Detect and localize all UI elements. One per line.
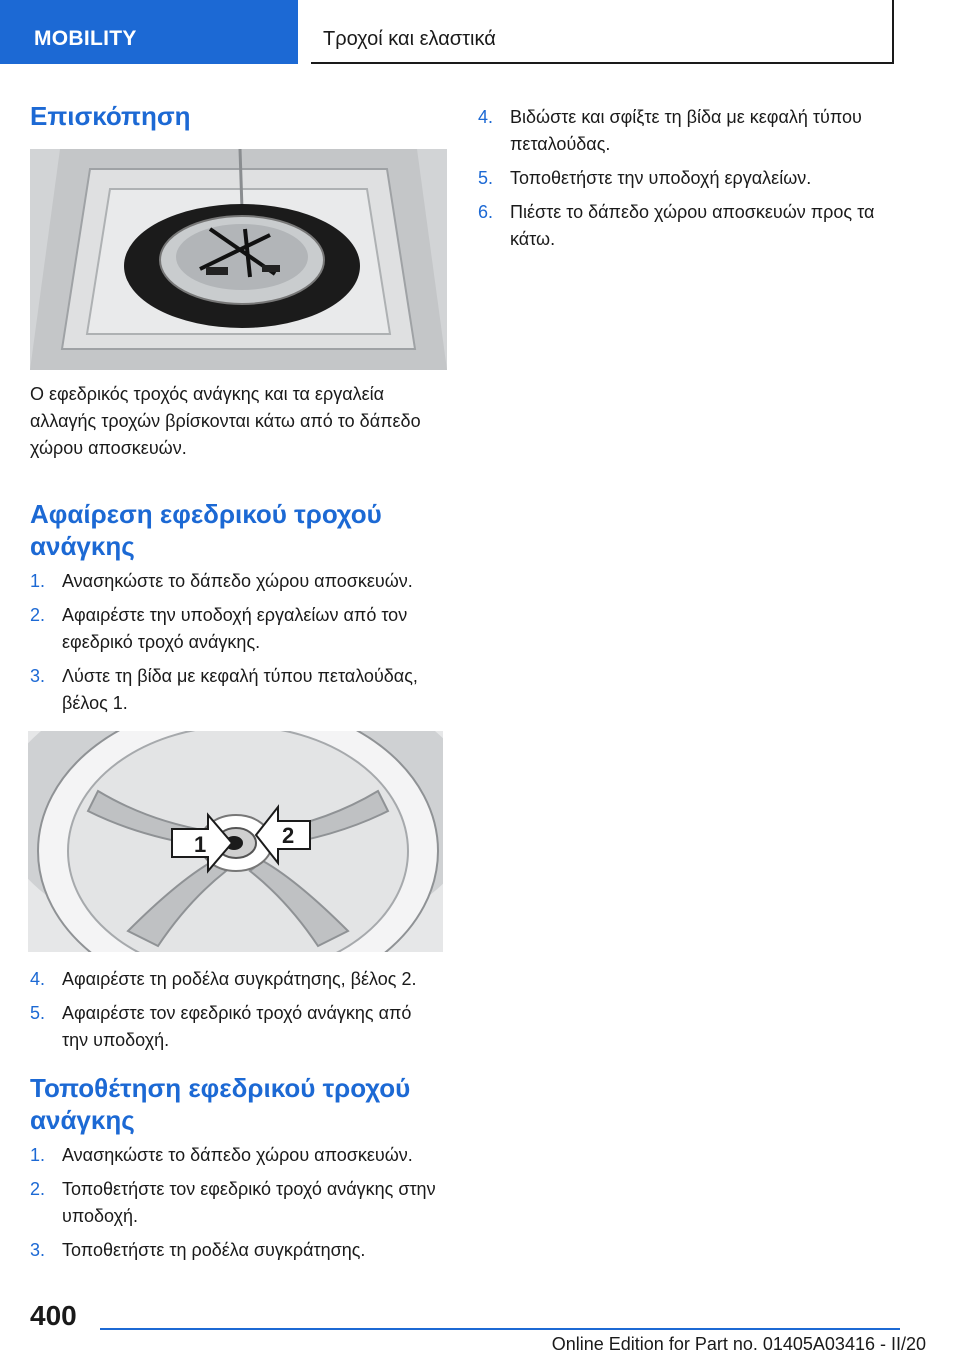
- install-heading: Τοποθέτηση εφεδρικού τροχού ανάγκης: [30, 1073, 411, 1135]
- section-label: MOBILITY: [34, 27, 137, 50]
- overview-heading: Επισκόπηση: [30, 101, 191, 131]
- list-item: 5. Αφαιρέστε τον εφεδρικό τροχό ανάγκης από την υποδοχή.: [30, 1003, 412, 1050]
- edition-note: Online Edition for Part no. 01405A03416 - II/20: [551, 1334, 926, 1354]
- install-steps-list-continued: [478, 104, 898, 253]
- trunk-spare-wheel-figure: [30, 149, 447, 370]
- overview-caption: Ο εφεδρικός τροχός ανάγκης και τα εργαλεία αλλαγής τροχών βρίσκονται κάτω από το δάπεδο χώρου αποσκευών.: [30, 384, 421, 458]
- wheel-illustration: [28, 731, 443, 952]
- list-item: 3. Τοποθετήστε τη ροδέλα συγκράτησης.: [30, 1240, 366, 1260]
- right-column: [478, 104, 898, 260]
- list-item: 1. Ανασηκώστε το δάπεδο χώρου αποσκευών.: [30, 1145, 413, 1165]
- list-item: 2. Αφαιρέστε την υποδοχή εργαλείων από τον εφεδρικό τροχό ανάγκης.: [30, 605, 408, 652]
- arrow-label-2: 2: [282, 823, 295, 848]
- wheel-bolt-figure: [28, 731, 443, 952]
- page-number: 400: [30, 1300, 77, 1331]
- left-column: [30, 100, 442, 1271]
- removal-heading: Αφαίρεση εφεδρικού τροχού ανάγκης: [30, 499, 382, 561]
- list-item: 3. Λύστε τη βίδα με κεφαλή τύπου πεταλούδας, βέλος 1.: [30, 666, 418, 713]
- chapter-title: Τροχοί και ελαστικά: [323, 28, 496, 50]
- chapter-header: [311, 0, 894, 64]
- list-item: 1. Ανασηκώστε το δάπεδο χώρου αποσκευών.: [30, 571, 413, 591]
- section-tab: [0, 0, 298, 64]
- list-item: 4. Αφαιρέστε τη ροδέλα συγκράτησης, βέλος 2.: [30, 969, 417, 989]
- trunk-illustration: [30, 149, 447, 370]
- install-steps-list: [30, 1142, 442, 1264]
- arrow-label-1: 1: [194, 832, 207, 857]
- list-item: 4. Βιδώστε και σφίξτε τη βίδα με κεφαλή τύπου πεταλούδας.: [478, 107, 862, 154]
- removal-steps-list-continued: [30, 966, 442, 1054]
- list-item: 2. Τοποθετήστε τον εφεδρικό τροχό ανάγκης στην υποδοχή.: [30, 1179, 436, 1226]
- removal-steps-list: [30, 568, 442, 717]
- list-item: 5. Τοποθετήστε την υποδοχή εργαλείων.: [478, 168, 812, 188]
- footer-divider: [100, 1328, 900, 1330]
- list-item: 6. Πιέστε το δάπεδο χώρου αποσκευών προς τα κάτω.: [478, 202, 875, 249]
